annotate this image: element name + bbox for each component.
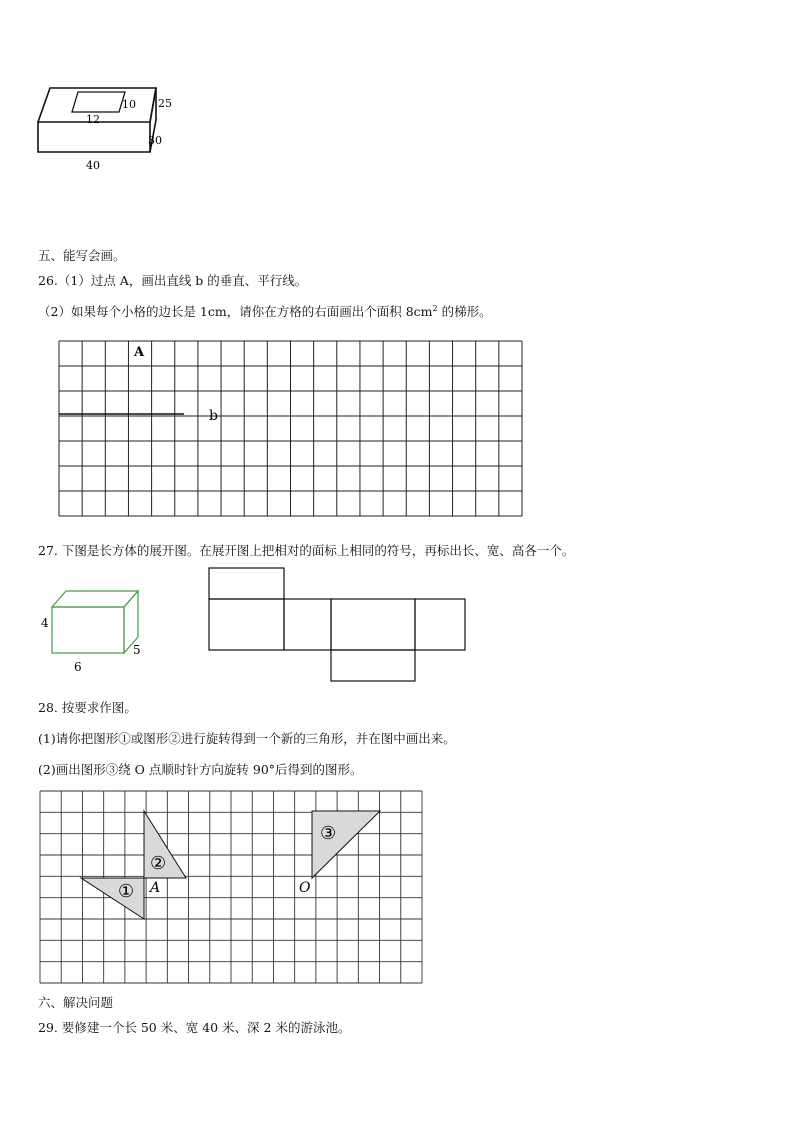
section6-heading: 六、解决问题: [38, 995, 114, 1010]
shape-2-label: ②: [150, 853, 167, 874]
q26-part1: 26.（1）过点 A，画出直线 b 的垂直、平行线。: [38, 273, 308, 288]
label-o: O: [299, 880, 311, 896]
dim-width: 30: [148, 134, 162, 147]
label-a: A: [134, 345, 145, 360]
q27-net: [205, 565, 470, 687]
cuboid-label-5: 5: [133, 643, 141, 657]
shape-1-label: ①: [118, 881, 135, 902]
cuboid-label-6: 6: [74, 660, 82, 674]
shape-3-label: ③: [320, 823, 337, 844]
q26-grid: [56, 338, 526, 520]
dim-hole-width: 12: [86, 113, 100, 126]
shape-1: [81, 878, 144, 919]
q27-cuboid: [36, 585, 151, 675]
net-face-3: [331, 599, 415, 650]
dim-hole-depth: 10: [122, 98, 136, 111]
q28-part2: (2)画出图形③绕 O 点顺时针方向旋转 90°后得到的图形。: [38, 762, 363, 777]
net-face-bottom: [331, 650, 415, 681]
q28-grid: [38, 789, 426, 985]
section5-heading: 五、能写会画。: [38, 248, 126, 263]
q26-part2-sup: 2: [432, 303, 438, 313]
cuboid-label-4: 4: [41, 616, 49, 630]
box-with-hole-figure: [30, 80, 180, 175]
label-a-28: A: [150, 880, 161, 896]
q26-part2-pre: （2）如果每个小格的边长是 1cm，请你在方格的右面画出个面积 8cm: [38, 304, 433, 319]
q27-text: 27. 下图是长方体的展开图。在展开图上把相对的面标上相同的符号，再标出长、宽、高各一个。: [38, 543, 575, 558]
net-face-4: [415, 599, 465, 650]
q29-text: 29. 要修建一个长 50 米、宽 40 米、深 2 米的游泳池。: [38, 1020, 351, 1035]
net-face-1: [209, 599, 284, 650]
q26-part2-post: 的梯形。: [437, 304, 492, 319]
shape-3: [312, 811, 380, 878]
q26-part2: [38, 302, 492, 320]
dim-length: 40: [86, 159, 100, 172]
net-face-top: [209, 568, 284, 599]
dim-height: 25: [158, 97, 172, 110]
q28-part1: (1)请你把图形①或图形②进行旋转得到一个新的三角形，并在图中画出来。: [38, 731, 456, 746]
q28-title: 28. 按要求作图。: [38, 700, 137, 715]
label-b: b: [209, 408, 218, 424]
net-face-2: [284, 599, 331, 650]
